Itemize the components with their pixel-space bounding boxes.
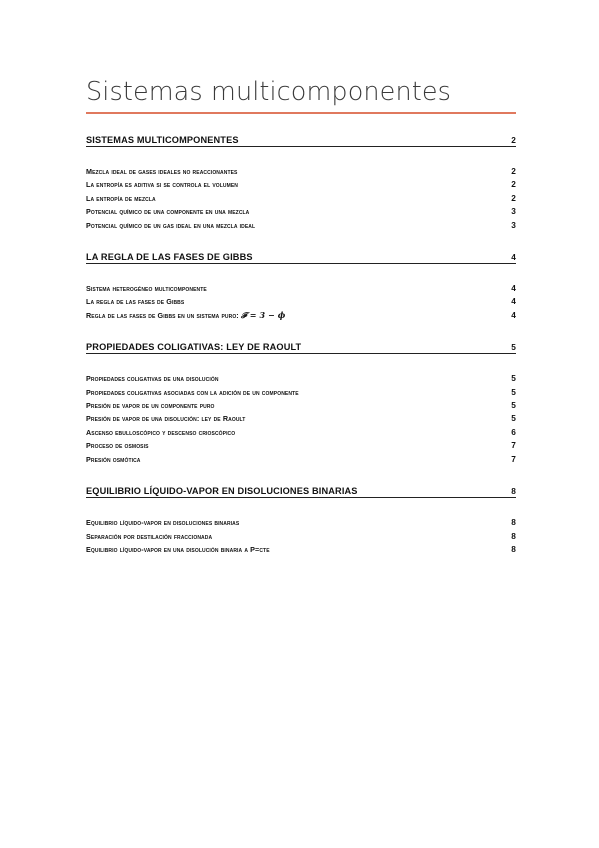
- toc-entry[interactable]: [86, 309, 516, 322]
- page-number: 8: [511, 530, 516, 541]
- entry-title: Potencial químico de una componente en una mezcla: [86, 207, 250, 217]
- document-page: [86, 74, 516, 556]
- entry-title: Mezcla ideal de gases ideales no reaccionantes: [86, 167, 238, 176]
- page-number: 4: [511, 283, 516, 294]
- page-number: 8: [511, 543, 516, 554]
- page-number: 5: [511, 373, 516, 384]
- entry-title: Proceso de osmosis: [86, 441, 149, 451]
- page-number: 5: [511, 386, 516, 397]
- page-number: 2: [511, 135, 516, 145]
- entry-title: La entropía es aditiva si se controla el volumen: [86, 180, 239, 190]
- toc-entry[interactable]: [86, 386, 516, 399]
- page-number: 2: [511, 192, 516, 203]
- section-title: EQUILIBRIO LÍQUIDO-VAPOR EN DISOLUCIONES BINARIAS: [86, 486, 358, 497]
- page-number: 7: [511, 453, 516, 464]
- section-title: LA REGLA DE LAS FASES DE GIBBS: [86, 252, 253, 263]
- toc-section-heading[interactable]: [86, 486, 516, 498]
- page-number: 6: [511, 426, 516, 437]
- toc-section: [86, 342, 516, 466]
- toc-entry[interactable]: [86, 282, 516, 295]
- toc-entry[interactable]: [86, 372, 516, 385]
- toc-entry[interactable]: [86, 453, 516, 466]
- section-title: SISTEMAS MULTICOMPONENTES: [86, 135, 239, 145]
- toc-entry[interactable]: [86, 426, 516, 439]
- toc-entry[interactable]: [86, 295, 516, 308]
- page-number: 2: [511, 166, 516, 176]
- entry-title: La regla de las fases de Gibbs: [86, 297, 185, 307]
- page-number: 5: [511, 413, 516, 424]
- page-number: 3: [511, 206, 516, 217]
- entry-title: Potencial químico de un gas ideal en una mezcla ideal: [86, 220, 256, 230]
- toc-entry[interactable]: [86, 412, 516, 425]
- entry-title: Ascenso ebulloscópico y descenso crioscópico: [86, 427, 236, 437]
- gibbs-phase-rule-formula: 𝓕 = 3 − ϕ: [240, 309, 286, 320]
- entry-title: Regla de las fases de Gibbs en un sistema puro:: [86, 310, 239, 320]
- page-number: 4: [511, 252, 516, 263]
- toc-section: [86, 252, 516, 322]
- entry-title: Presión de vapor de una disolución: ley de Raoult: [86, 414, 246, 424]
- page-number: 3: [511, 219, 516, 230]
- entry-title: Equilibrio líquido-vapor en disoluciones binarias: [86, 518, 240, 528]
- entry-title: Propiedades coligativas de una disolución: [86, 374, 219, 384]
- section-title: PROPIEDADES COLIGATIVAS: LEY DE RAOULT: [86, 342, 302, 353]
- toc-section-heading[interactable]: [86, 342, 516, 354]
- toc-entry[interactable]: [86, 205, 516, 218]
- title-underline: [86, 112, 516, 114]
- page-number: 4: [511, 296, 516, 307]
- page-number: 2: [511, 179, 516, 190]
- toc-entry[interactable]: [86, 516, 516, 529]
- toc-section: [86, 135, 516, 232]
- toc-entry[interactable]: [86, 439, 516, 452]
- toc-entry[interactable]: [86, 543, 516, 556]
- toc-section: [86, 486, 516, 556]
- page-number: 4: [511, 309, 516, 320]
- toc-entry[interactable]: [86, 178, 516, 191]
- entry-title: Separación por destilación fraccionada: [86, 531, 213, 541]
- toc-section-heading[interactable]: [86, 135, 516, 147]
- entry-title: Presión de vapor de un componente puro: [86, 401, 215, 411]
- document-title: Sistemas multicomponentes: [86, 77, 452, 107]
- entry-title: La entropía de mezcla: [86, 193, 156, 203]
- entry-title: Presión osmótica: [86, 454, 141, 464]
- page-number: 7: [511, 440, 516, 451]
- entry-title: Equilibrio líquido-vapor en una disolución binaria a P=cte: [86, 544, 270, 554]
- page-number: 5: [511, 342, 516, 353]
- entry-title: Propiedades coligativas asociadas con la adición de un componente: [86, 387, 299, 397]
- toc-entry[interactable]: [86, 192, 516, 205]
- toc-entry[interactable]: [86, 219, 516, 232]
- page-number: 8: [511, 486, 516, 497]
- page-number: 5: [511, 400, 516, 411]
- toc-section-heading[interactable]: [86, 252, 516, 264]
- toc-entry[interactable]: [86, 399, 516, 412]
- toc-entry[interactable]: [86, 530, 516, 543]
- entry-title: Sistema heterogéneo multicomponente: [86, 284, 207, 294]
- toc-entry[interactable]: [86, 165, 516, 178]
- page-number: 8: [511, 517, 516, 528]
